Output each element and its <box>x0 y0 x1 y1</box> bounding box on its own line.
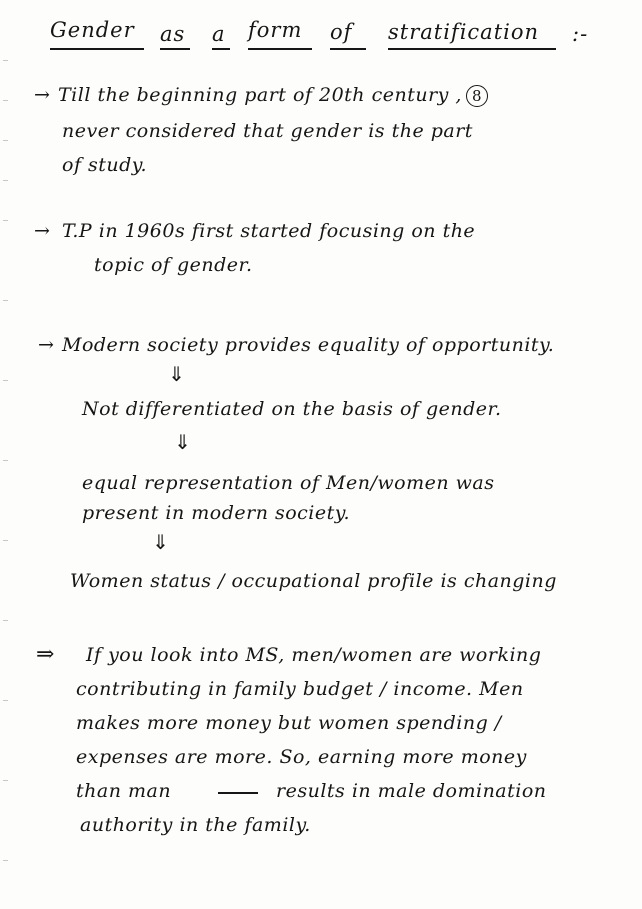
margin-mark <box>3 60 8 64</box>
dash-line <box>218 792 258 794</box>
note-line: contributing in family budget / income. Men <box>76 678 524 700</box>
title-word: as <box>160 22 186 46</box>
bullet-arrow: → <box>38 334 55 356</box>
page-margin <box>2 0 10 909</box>
bullet-double-arrow: ⇒ <box>36 642 55 667</box>
margin-mark <box>3 220 8 224</box>
margin-mark <box>3 700 8 704</box>
note-text: Till the beginning part of 20th century , <box>58 84 462 106</box>
title-underline <box>330 48 366 50</box>
circled-number: 8 <box>466 85 488 107</box>
down-arrow-icon: ⇓ <box>168 362 185 386</box>
title-underline <box>160 48 190 50</box>
margin-mark <box>3 180 8 184</box>
note-line: results in male domination <box>276 780 547 802</box>
chain-line: Women status / occupational profile is changing <box>70 570 557 592</box>
note-line: expenses are more. So, earning more money <box>76 746 527 768</box>
note-line: authority in the family. <box>80 814 311 836</box>
margin-mark <box>3 380 8 384</box>
note-line: makes more money but women spending / <box>76 712 502 734</box>
title-underline <box>388 48 556 50</box>
title-word: Gender <box>50 18 135 42</box>
margin-mark <box>3 460 8 464</box>
title-word: a <box>212 22 226 46</box>
title-underline <box>50 48 144 50</box>
margin-mark <box>3 540 8 544</box>
note-line: Modern society provides equality of opportunity. <box>62 334 555 356</box>
title-underline <box>248 48 312 50</box>
margin-mark <box>3 620 8 624</box>
chain-line: Not differentiated on the basis of gender. <box>82 398 502 420</box>
title-underline <box>212 48 230 50</box>
chain-line: present in modern society. <box>82 502 351 524</box>
bullet-arrow: → <box>34 220 51 242</box>
chain-line: equal representation of Men/women was <box>82 472 495 494</box>
note-line: never considered that gender is the part <box>62 120 473 142</box>
margin-mark <box>3 100 8 104</box>
note-line: T.P in 1960s first started focusing on the <box>62 220 476 242</box>
bullet-arrow: → <box>34 84 51 106</box>
note-line <box>58 84 488 107</box>
margin-mark <box>3 140 8 144</box>
margin-mark <box>3 300 8 304</box>
title-word: of <box>330 20 353 44</box>
margin-mark <box>3 780 8 784</box>
down-arrow-icon: ⇓ <box>152 530 169 554</box>
title-word: stratification <box>388 20 540 44</box>
note-line: of study. <box>62 154 148 176</box>
note-line: If you look into MS, men/women are working <box>86 644 542 666</box>
title-word: form <box>248 18 303 42</box>
title-suffix: :- <box>572 22 589 46</box>
note-line: topic of gender. <box>94 254 253 276</box>
note-line: than man <box>76 780 172 802</box>
margin-mark <box>3 860 8 864</box>
down-arrow-icon: ⇓ <box>174 430 191 454</box>
